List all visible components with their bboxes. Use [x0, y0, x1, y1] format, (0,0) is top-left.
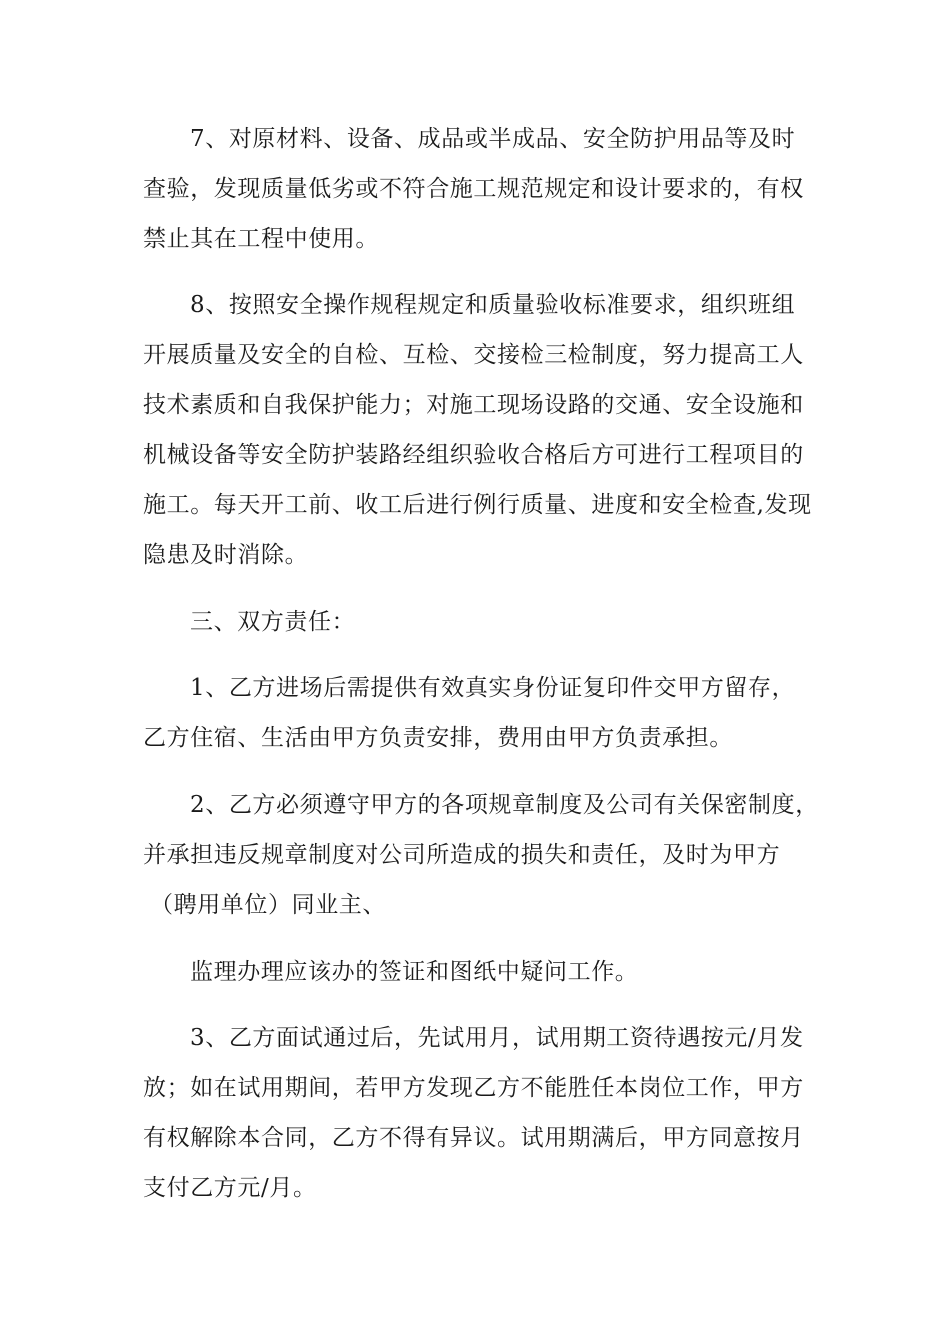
paragraph-8-line-4: 机械设备等安全防护装路经组织验收合格后方可进行工程项目的 — [143, 442, 804, 468]
responsibility-3-line-3: 有权解除本合同，乙方不得有异议。试用期满后，甲方同意按月 — [143, 1125, 804, 1151]
paragraph-7-line-1: 7、对原材料、设备、成品或半成品、安全防护用品等及时 — [190, 126, 796, 152]
paragraph-8-line-3: 技术素质和自我保护能力；对施工现场设路的交通、安全设施和 — [143, 392, 804, 418]
paragraph-8-line-6: 隐患及时消除。 — [143, 542, 309, 568]
responsibility-1-line-2: 乙方住宿、生活由甲方负责安排，费用由甲方负责承担。 — [143, 725, 733, 751]
paragraph-7-line-3: 禁止其在工程中使用。 — [143, 226, 379, 252]
responsibility-3-line-2: 放；如在试用期间，若甲方发现乙方不能胜任本岗位工作，甲方 — [143, 1075, 804, 1101]
paragraph-8-line-1: 8、按照安全操作规程规定和质量验收标准要求，组织班组 — [190, 292, 796, 318]
responsibility-2-line-3: （聘用单位）同业主、 — [150, 892, 386, 918]
paragraph-8-line-5: 施工。每天开工前、收工后进行例行质量、进度和安全检查,发现 — [143, 492, 812, 518]
responsibility-3-line-1: 3、乙方面试通过后，先试用月，试用期工资待遇按元/月发 — [190, 1025, 804, 1051]
section-heading: 三、双方责任： — [190, 609, 356, 635]
responsibility-2-continuation: 监理办理应该办的签证和图纸中疑问工作。 — [190, 959, 639, 985]
paragraph-7-line-2: 查验，发现质量低劣或不符合施工规范规定和设计要求的，有权 — [143, 176, 804, 202]
responsibility-2-line-1: 2、乙方必须遵守甲方的各项规章制度及公司有关保密制度， — [190, 792, 819, 818]
paragraph-8-line-2: 开展质量及安全的自检、互检、交接检三检制度，努力提高工人 — [143, 342, 804, 368]
responsibility-1-line-1: 1、乙方进场后需提供有效真实身份证复印件交甲方留存， — [190, 675, 796, 701]
responsibility-2-line-2: 并承担违反规章制度对公司所造成的损失和责任，及时为甲方 — [143, 842, 781, 868]
responsibility-3-line-4: 支付乙方元/月。 — [143, 1175, 317, 1201]
